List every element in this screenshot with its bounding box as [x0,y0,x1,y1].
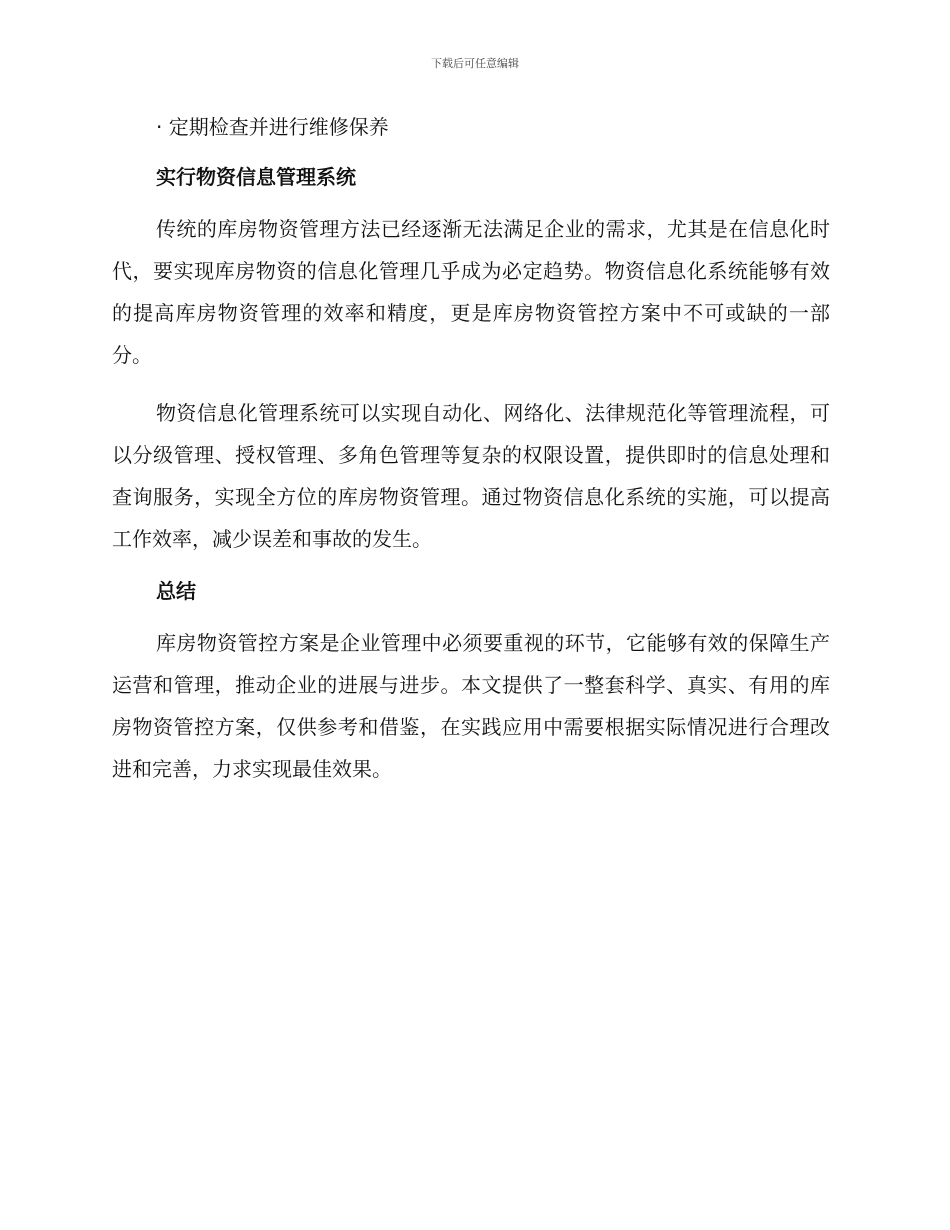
paragraph: 库房物资管控方案是企业管理中必须要重视的环节，它能够有效的保障生产运营和管理，推动企业的进展与进步。本文提供了一整套科学、真实、有用的库房物资管控方案，仅供参考和借鉴，在实践应用中需要根据实际情况进行合理改进和完善，力求实现最佳效果。 [112,631,830,781]
document-body [112,110,830,806]
section-heading-info-system: 实行物资信息管理系统 [156,165,356,189]
paragraph: 物资信息化管理系统可以实现自动化、网络化、法律规范化等管理流程，可以分级管理、授权管理、多角色管理等复杂的权限设置，提供即时的信息处理和查询服务，实现全方位的库房物资管理。通过物资信息化系统的实施，可以提高工作效率，减少误差和事故的发生。 [112,401,830,551]
section-heading-summary: 总结 [156,579,196,603]
page-header-note: 下载后可任意编辑 [431,57,519,70]
paragraph: 传统的库房物资管理方法已经逐渐无法满足企业的需求，尤其是在信息化时代，要实现库房物资的信息化管理几乎成为必定趋势。物资信息化系统能够有效的提高库房物资管理的效率和精度，更是库房物资管控方案中不可或缺的一部分。 [112,217,830,367]
bullet-item: · 定期检查并进行维修保养 [156,115,389,139]
